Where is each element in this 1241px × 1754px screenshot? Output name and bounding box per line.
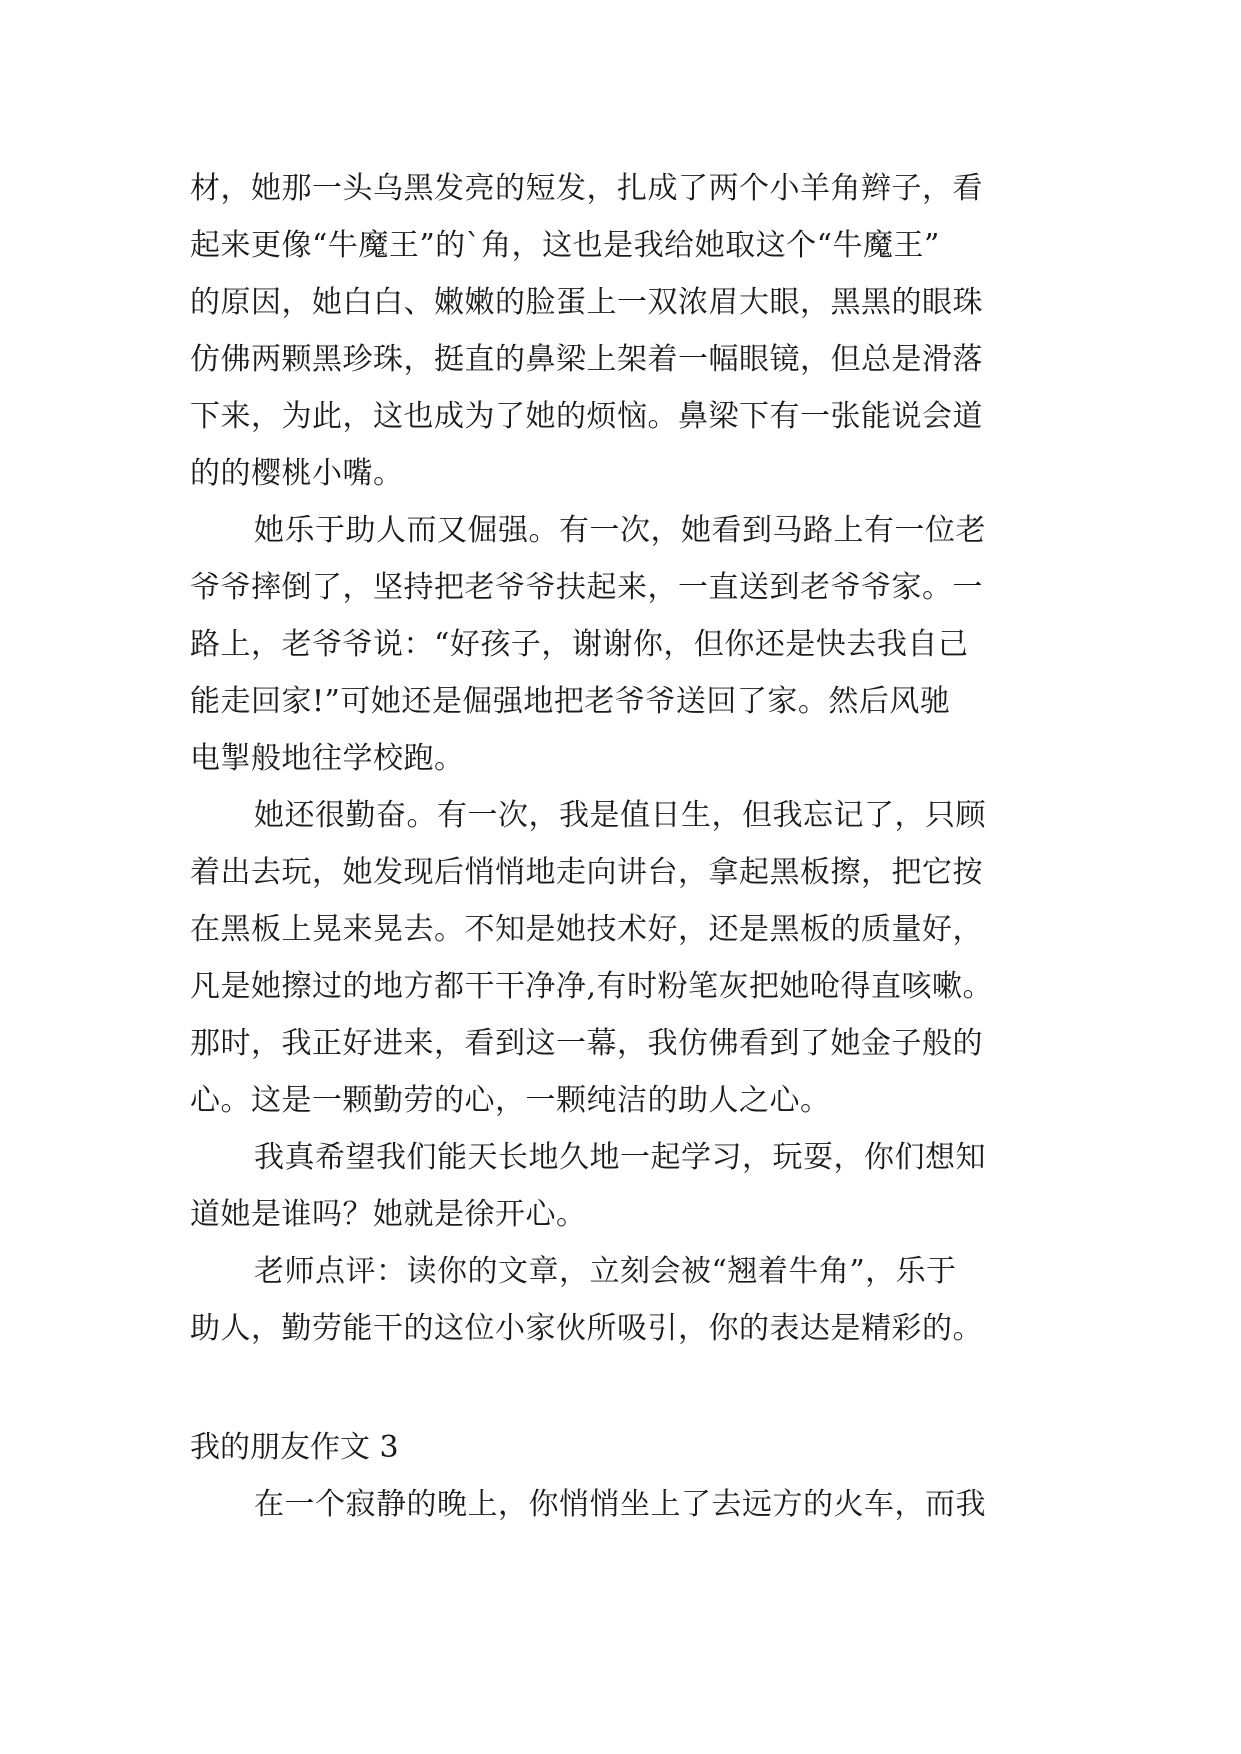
document-body [190,160,1050,1533]
text-line: 我真希望我们能天长地久地一起学习，玩耍，你们想知 [254,1140,986,1175]
paragraph-teacher-comment [190,1243,1050,1357]
text-line: 材，她那一头乌黑发亮的短发，扎成了两个小羊角辫子，看 [190,171,983,206]
text-line: 下来，为此，这也成为了她的烦恼。鼻梁下有一张能说会道 [190,399,983,434]
text-line: 心。这是一颗勤劳的心，一颗纯洁的助人之心。 [190,1083,831,1118]
paragraph-diligent [190,787,1050,1129]
text-line: 起来更像“牛魔王”的`角，这也是我给她取这个“牛魔王” [190,228,940,263]
text-line: 着出去玩，她发现后悄悄地走向讲台，拿起黑板擦，把它按 [190,855,983,890]
text-line: 爷爷摔倒了，坚持把老爷爷扶起来，一直送到老爷爷家。一 [190,570,983,605]
text-line: 电掣般地往学校跑。 [190,741,465,776]
paragraph-hair-description [190,160,1050,502]
text-line: 她还很勤奋。有一次，我是值日生，但我忘记了，只顾 [254,798,986,833]
text-line: 路上，老爷爷说：“好孩子，谢谢你，但你还是快去我自己 [190,627,969,662]
text-line: 能走回家!”可她还是倔强地把老爷爷送回了家。然后风驰 [190,684,951,719]
text-line: 老师点评：读你的文章，立刻会被“翘着牛角”，乐于 [254,1254,957,1289]
text-line: 的原因，她白白、嫩嫩的脸蛋上一双浓眉大眼，黑黑的眼珠 [190,285,983,320]
paragraph-wish [190,1129,1050,1243]
section-gap [190,1357,1050,1419]
paragraph-helpful [190,502,1050,787]
text-line: 凡是她擦过的地方都干干净净,有时粉笔灰把她呛得直咳嗽。 [190,969,994,1004]
text-line: 的的樱桃小嘴。 [190,456,404,491]
text-line: 她乐于助人而又倔强。有一次，她看到马路上有一位老 [254,513,986,548]
text-line: 道她是谁吗？她就是徐开心。 [190,1197,587,1232]
text-line: 助人，勤劳能干的这位小家伙所吸引，你的表达是精彩的。 [190,1311,983,1346]
text-line: 在黑板上晃来晃去。不知是她技术好，还是黑板的质量好， [190,912,983,947]
section-title: 我的朋友作文 3 [190,1430,399,1465]
paragraph-train [190,1476,1050,1533]
text-line: 在一个寂静的晚上，你悄悄坐上了去远方的火车，而我 [254,1487,986,1522]
text-line: 仿佛两颗黑珍珠，挺直的鼻梁上架着一幅眼镜，但总是滑落 [190,342,983,377]
text-line: 那时，我正好进来，看到这一幕，我仿佛看到了她金子般的 [190,1026,983,1061]
